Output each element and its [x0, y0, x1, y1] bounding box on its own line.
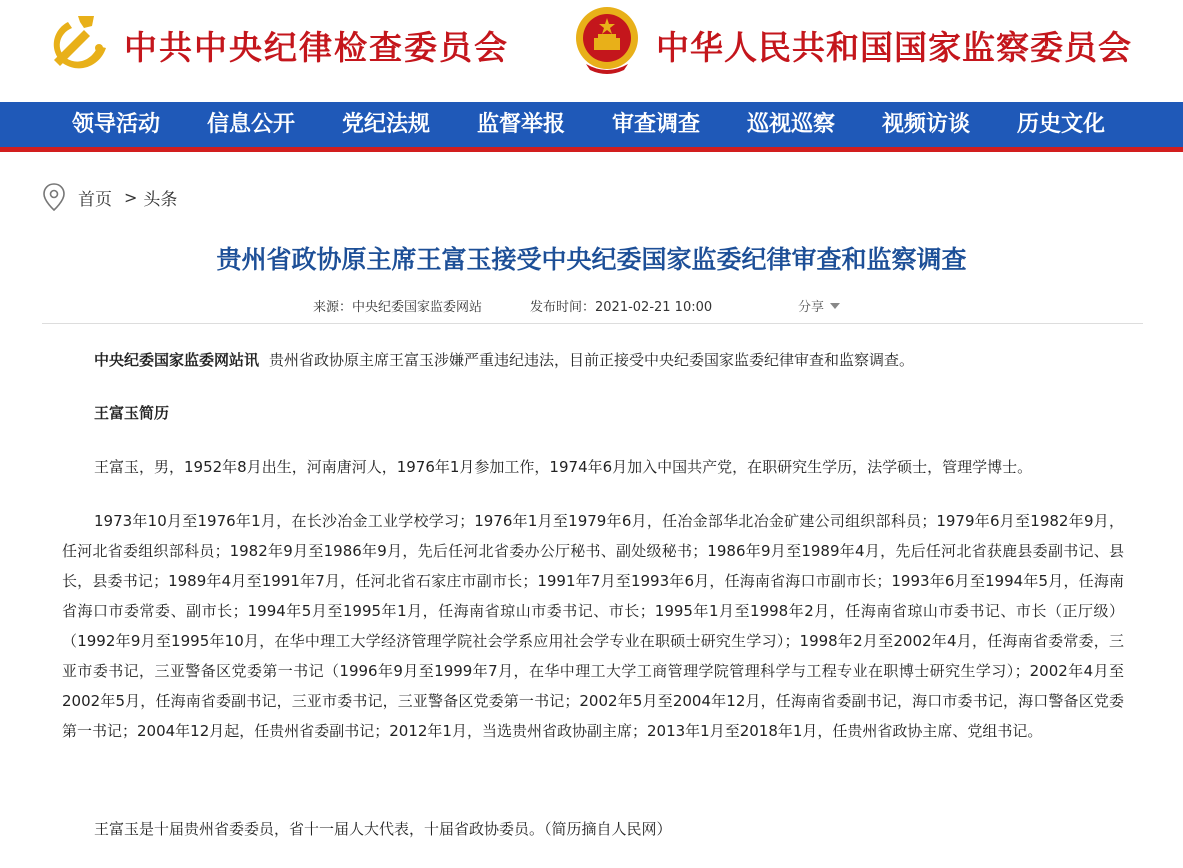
nav-divider [0, 147, 1183, 152]
nav-item-inspection[interactable]: 巡视巡察 [747, 111, 836, 137]
location-pin-icon [42, 182, 66, 212]
article-title: 贵州省政协原主席王富玉接受中央纪委国家监委纪律审查和监察调查 [216, 245, 967, 274]
nav-item-regulations[interactable]: 党纪法规 [342, 111, 431, 137]
lead-paragraph [62, 345, 1124, 375]
national-emblem-icon [572, 4, 642, 76]
meta-divider [42, 323, 1143, 324]
org-name-nsc[interactable]: 中华人民共和国国家监察委员会 [656, 28, 1132, 67]
lead-source: 中央纪委国家监委网站讯 [94, 351, 260, 369]
chevron-down-icon [830, 303, 840, 309]
resume-footer: 王富玉是十届贵州省委委员，省十一届人大代表，十届省政协委员。（简历摘自人民网） [94, 820, 672, 838]
nav-item-info-disclosure[interactable]: 信息公开 [207, 111, 296, 137]
resume-body: 1973年10月至1976年1月，在长沙冶金工业学校学习；1976年1月至1979年6月，任冶金部华北冶金矿建公司组织部科员；1979年6月至1982年9月，任河北省委组织部科员；1982年9月至1986年9月，先后任河北省委办公厅秘书、副处级秘书；1986年9月至1989年4月，先后任河北省获鹿县委副书记、县长，县委书记；1989年4月至1991年7月，任河北省石家庄市副市长；1991年7月至1993年6月，任海南省海口市副市长；1993年6月至1994年5月，任海南省海口市委常委、副市长；1994年5月至1995年1月，任海南省琼山市委书记、市长；1995年1月至1998年2月，任海南省琼山市委书记、市长（正厅级）（1992年9月至1995年10月，在华中理工大学经济管理学院社会学系应用社会学专业在职硕士研究生学习）；1998年2月至2002年4月，任海南省委常委，三亚市委书记，三亚警备区党委第一书记（1996年9月至1999年7月，在华中理工大学工商管理学院管理科学与工程专业在职博士研究生学习）；2002年4月至2002年5月，任海南省委副书记，三亚市委书记，三亚警备区党委第一书记；2002年5月至2004年12月，任海南省委副书记，海口市委书记，海口警备区党委第一书记；2004年12月起，任贵州省委副书记；2012年1月，当选贵州省政协副主席；2013年1月至2018年1月，任贵州省政协主席、党组书记。 [62, 512, 1124, 740]
main-nav [0, 102, 1183, 147]
site-header [0, 0, 1183, 102]
share-label: 分享 [798, 300, 825, 315]
share-button[interactable] [798, 296, 840, 315]
breadcrumb-home-link[interactable]: 首页 [78, 189, 112, 210]
article-source: 来源：中央纪委国家监委网站 [313, 300, 483, 315]
org-name-ccdi[interactable]: 中共中央纪律检查委员会 [124, 28, 509, 67]
lead-text: 贵州省政协原主席王富玉涉嫌严重违纪违法，目前正接受中央纪委国家监委纪律审查和监察调查。 [269, 351, 915, 369]
nav-item-report[interactable]: 监督举报 [477, 111, 566, 137]
nav-item-video[interactable]: 视频访谈 [882, 111, 971, 137]
nav-item-leadership[interactable]: 领导活动 [72, 111, 161, 137]
resume-intro: 王富玉，男，1952年8月出生，河南唐河人，1976年1月参加工作，1974年6月加入中国共产党，在职研究生学历，法学硕士，管理学博士。 [94, 458, 1033, 476]
nav-item-investigation[interactable]: 审查调查 [612, 111, 701, 137]
party-emblem-icon [44, 8, 110, 74]
article-publish-time: 发布时间：2021-02-21 10:00 [530, 300, 713, 315]
resume-heading: 王富玉简历 [94, 404, 170, 422]
breadcrumb [42, 182, 177, 212]
breadcrumb-current[interactable]: 头条 [143, 189, 178, 210]
nav-item-history[interactable]: 历史文化 [1017, 111, 1106, 137]
breadcrumb-separator: > [124, 187, 138, 207]
